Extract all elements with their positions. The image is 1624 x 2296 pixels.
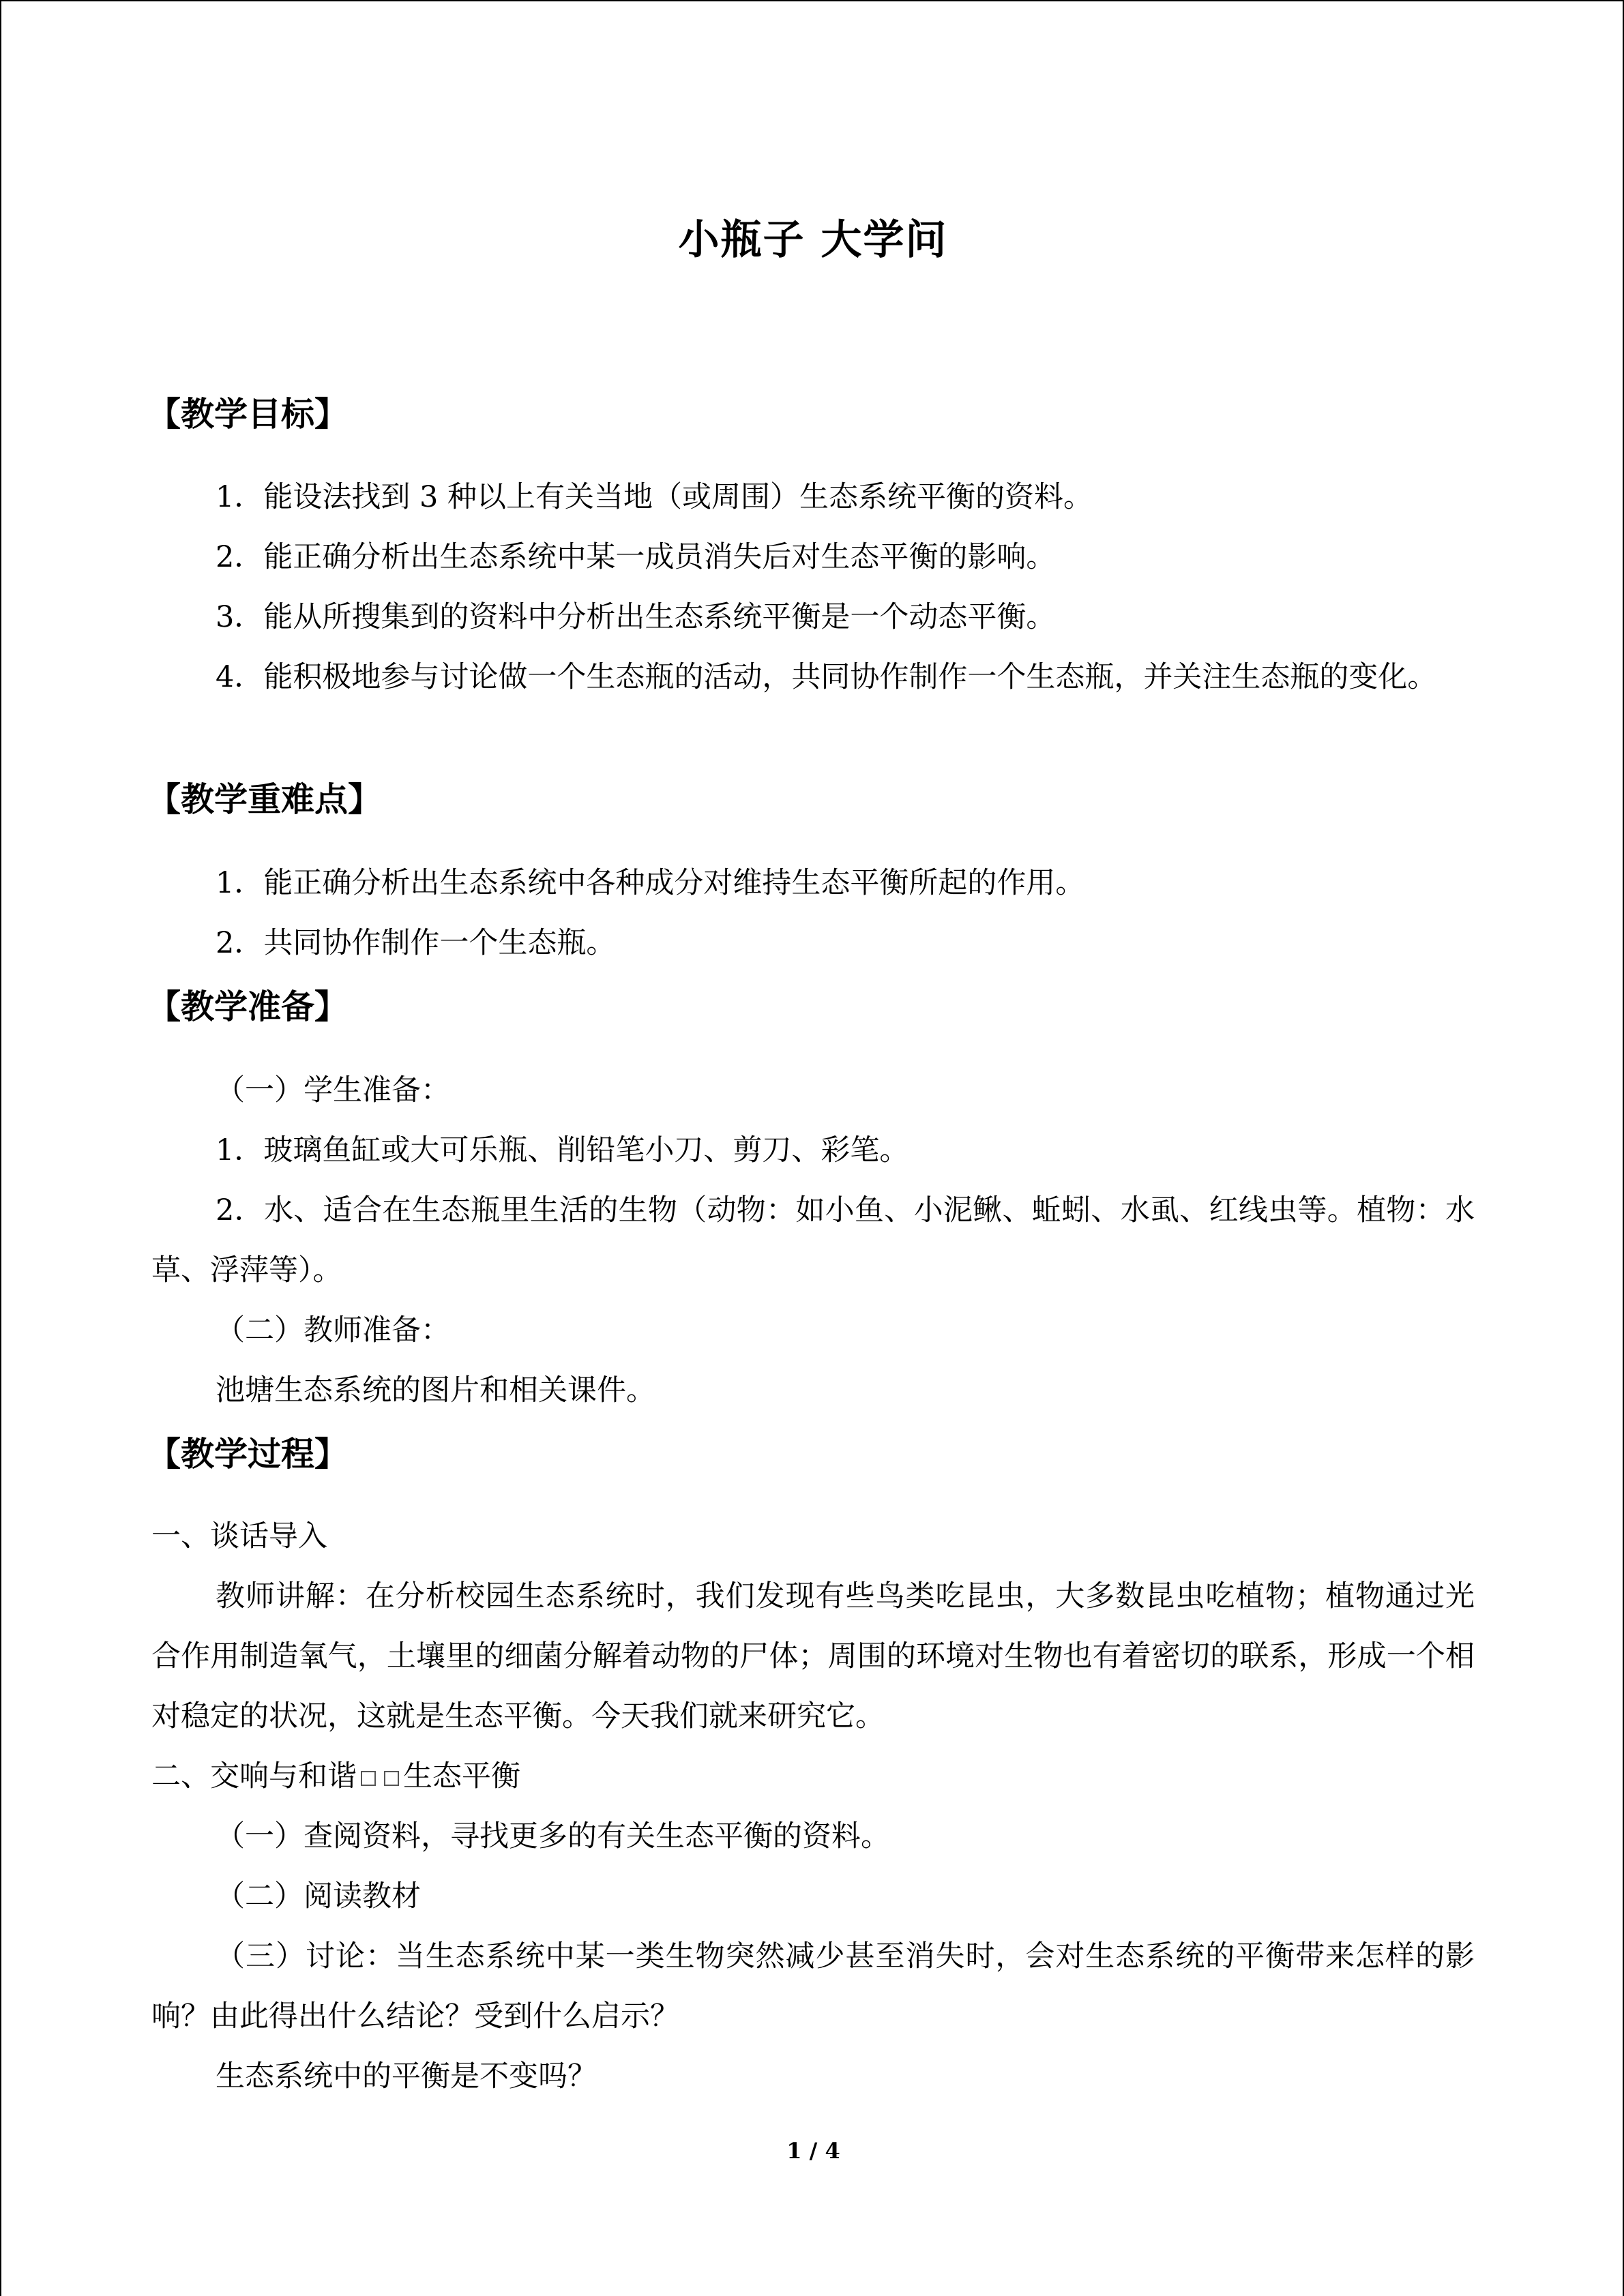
objective-item-1: 1．能设法找到 3 种以上有关当地（或周围）生态系统平衡的资料。 [216, 480, 1093, 514]
process-part1-title: 一、谈话导入 [151, 1519, 327, 1553]
objective-item-4: 4．能积极地参与讨论做一个生态瓶的活动，共同协作制作一个生态瓶，并关注生态瓶的变化。 [216, 660, 1437, 694]
keypoint-item-2: 2．共同协作制作一个生态瓶。 [216, 926, 616, 960]
objective-item-3: 3．能从所搜集到的资料中分析出生态系统平衡是一个动态平衡。 [216, 600, 1056, 634]
keypoint-item-1: 1．能正确分析出生态系统中各种成分对维持生态平衡所起的作用。 [216, 866, 1085, 900]
student-prep-item-1: 1．玻璃鱼缸或大可乐瓶、削铅笔小刀、剪刀、彩笔。 [216, 1133, 909, 1167]
heading-objectives: 【教学目标】 [147, 394, 349, 434]
process-part2-question: 生态系统中的平衡是不变吗？ [216, 2059, 597, 2093]
process-part2-item-1: （一）查阅资料，寻找更多的有关生态平衡的资料。 [216, 1819, 890, 1853]
process-part2-item-2: （二）阅读教材 [216, 1879, 421, 1913]
placeholder-box-icon [384, 1771, 399, 1786]
heading-keypoints: 【教学重难点】 [147, 779, 382, 819]
heading-preparation: 【教学准备】 [147, 987, 349, 1026]
page-number: 1 / 4 [786, 2138, 840, 2164]
document-title: 小瓶子 大学问 [678, 216, 948, 264]
process-part2-item-3: （三）讨论：当生态系统中某一类生物突然减少甚至消失时，会对生态系统的平衡带来怎样的影响？由此得出什么结论？受到什么启示？ [151, 1939, 1475, 2033]
heading-process: 【教学过程】 [147, 1434, 349, 1474]
process-part2-title-a: 二、交响与和谐 [151, 1759, 357, 1793]
process-part1-text: 教师讲解：在分析校园生态系统时，我们发现有些鸟类吃昆虫，大多数昆虫吃植物；植物通过光合作用制造氧气，土壤里的细菌分解着动物的尸体；周围的环境对生物也有着密切的联系，形成一个相对稳定的状况，这就是生态平衡。今天我们就来研究它。 [151, 1579, 1475, 1733]
objective-item-2: 2．能正确分析出生态系统中某一成员消失后对生态平衡的影响。 [216, 540, 1056, 574]
teacher-prep-label: （二）教师准备： [216, 1313, 450, 1347]
process-part2-title-b: 生态平衡 [403, 1759, 520, 1793]
teacher-prep-text: 池塘生态系统的图片和相关课件。 [216, 1373, 655, 1407]
process-part2-title [151, 1746, 520, 1806]
student-prep-label: （一）学生准备： [216, 1073, 450, 1107]
placeholder-box-icon [361, 1771, 376, 1786]
student-prep-item-2: 2．水、适合在生态瓶里生活的生物（动物：如小鱼、小泥鳅、蚯蚓、水虱、红线虫等。植物：水草、浮萍等）。 [151, 1193, 1475, 1287]
